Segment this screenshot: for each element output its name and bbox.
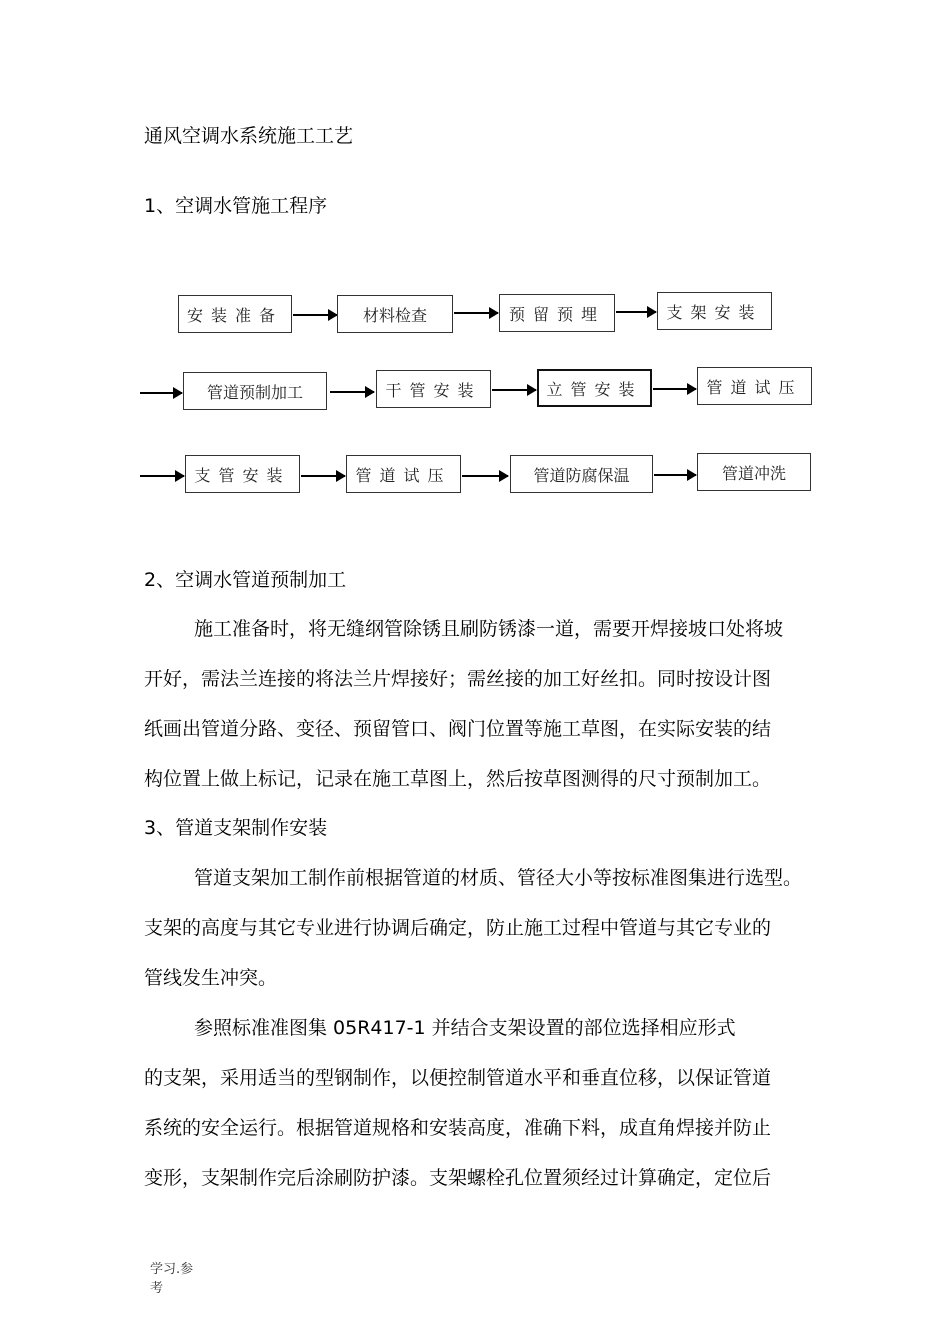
flow-box-anticorrosion: 管道防腐保温 <box>510 455 653 493</box>
flow-box-branch-pipe: 支管安装 <box>185 455 300 493</box>
flow-arrow <box>140 475 184 477</box>
flow-box-pipe-prefab: 管道预制加工 <box>183 372 327 410</box>
flow-arrow <box>293 314 337 316</box>
flow-arrow <box>492 389 536 391</box>
flow-arrow <box>653 388 696 390</box>
flow-box-material-check: 材料检查 <box>337 295 453 333</box>
footer-line-1: 学习.参 <box>150 1262 194 1277</box>
flow-box-pressure-test: 管道试压 <box>697 367 812 405</box>
flow-box-riser-pipe: 立管安装 <box>537 369 652 407</box>
paragraph-line: 构位置上做上标记，记录在施工草图上，然后按草图测得的尺寸预制加工。 <box>144 768 772 790</box>
section-2-heading: 2、空调水管道预制加工 <box>144 569 347 591</box>
section-1-heading: 1、空调水管施工程序 <box>144 195 328 217</box>
flow-box-main-pipe: 干管安装 <box>376 370 491 408</box>
paragraph-line: 施工准备时，将无缝纲管除锈且刷防锈漆一道，需要开焊接坡口处将坡 <box>194 618 784 640</box>
paragraph-line: 开好，需法兰连接的将法兰片焊接好；需丝接的加工好丝扣。同时按设计图 <box>144 668 772 690</box>
flow-arrow <box>454 312 498 314</box>
flow-box-pressure-test-2: 管道试压 <box>346 455 461 493</box>
flow-arrow <box>654 474 696 476</box>
flow-arrow <box>616 311 656 313</box>
flow-arrow <box>330 391 374 393</box>
document-title: 通风空调水系统施工工艺 <box>144 125 354 147</box>
footer-line-2: 考 <box>150 1281 164 1296</box>
paragraph-line: 参照标准准图集 05R417-1 并结合支架设置的部位选择相应形式 <box>194 1017 736 1039</box>
flow-arrow <box>462 475 508 477</box>
paragraph-line: 变形，支架制作完后涂刷防护漆。支架螺栓孔位置须经过计算确定，定位后 <box>144 1167 772 1189</box>
flow-box-install-prep: 安装准备 <box>178 295 292 333</box>
flow-box-reserve-embed: 预留预埋 <box>499 294 615 332</box>
flow-box-flushing: 管道冲洗 <box>697 453 811 491</box>
flow-arrow <box>301 475 345 477</box>
flow-box-bracket-install: 支架安装 <box>657 292 772 330</box>
flow-arrow <box>140 392 182 394</box>
paragraph-line: 管线发生冲突。 <box>144 967 278 989</box>
paragraph-line: 的支架，采用适当的型钢制作，以便控制管道水平和垂直位移，以保证管道 <box>144 1067 772 1089</box>
paragraph-line: 管道支架加工制作前根据管道的材质、管径大小等按标准图集进行选型。 <box>194 867 803 889</box>
paragraph-line: 支架的高度与其它专业进行协调后确定，防止施工过程中管道与其它专业的 <box>144 917 772 939</box>
paragraph-line: 纸画出管道分路、变径、预留管口、阀门位置等施工草图，在实际安装的结 <box>144 718 772 740</box>
paragraph-line: 系统的安全运行。根据管道规格和安装高度，准确下料，成直角焊接并防止 <box>144 1117 772 1139</box>
page-footer <box>150 1258 193 1296</box>
section-3-heading: 3、管道支架制作安装 <box>144 817 328 839</box>
